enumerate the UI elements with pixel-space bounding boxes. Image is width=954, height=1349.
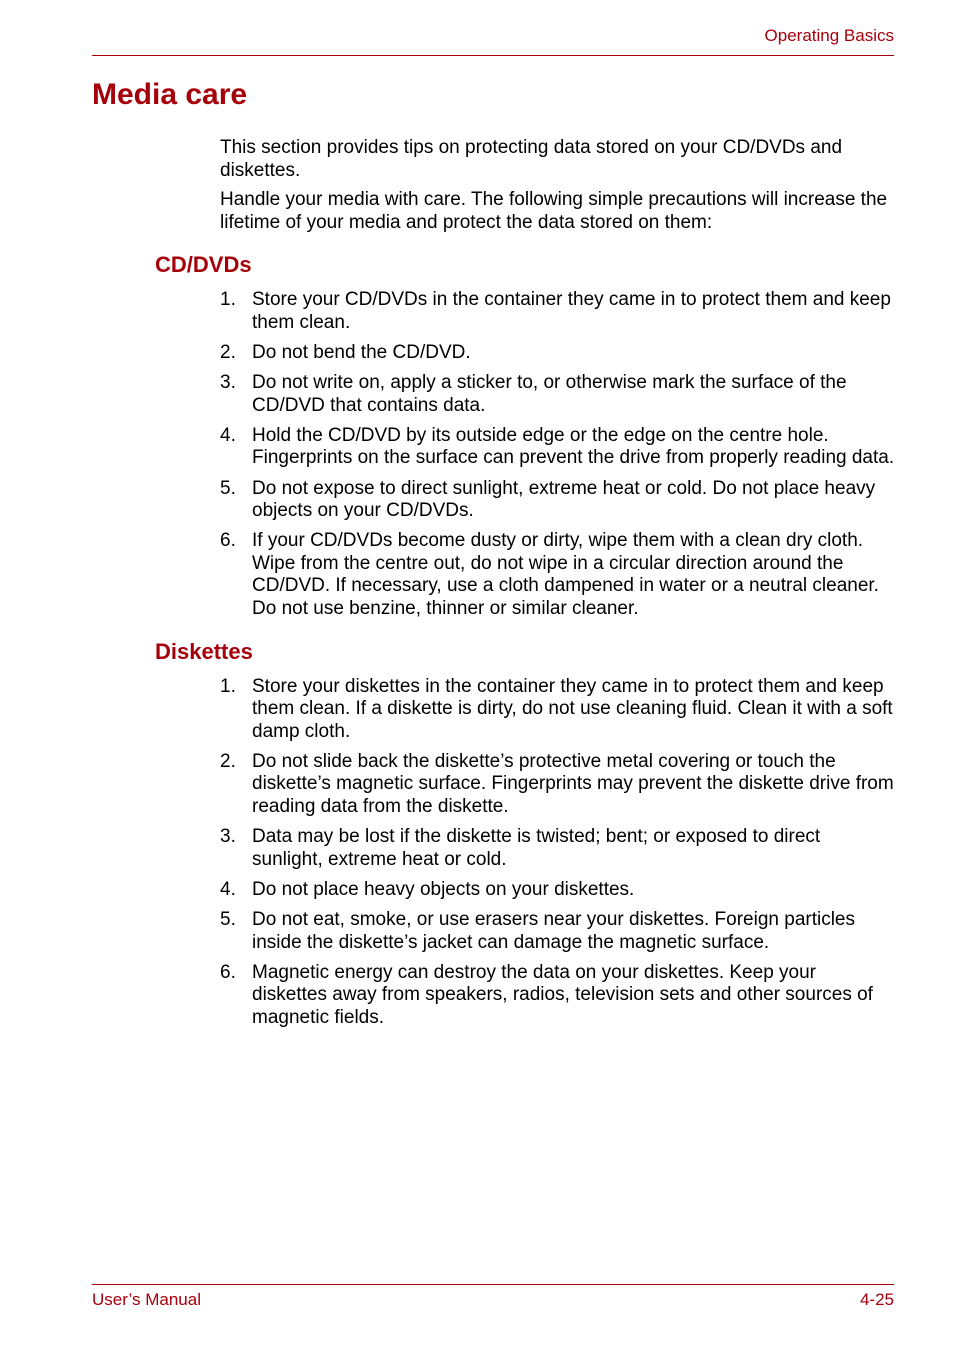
list-item — [220, 342, 896, 365]
page-title: Media care — [92, 78, 248, 111]
item-number: 2. — [220, 750, 236, 772]
list-item — [220, 962, 896, 1030]
item-text: Do not expose to direct sunlight, extreme heat or cold. Do not place heavy objects on your CD/DVDs. — [252, 477, 876, 522]
item-number: 4. — [220, 878, 236, 900]
intro-paragraph: This section provides tips on protecting data stored on your CD/DVDs and diskettes. — [220, 137, 843, 181]
item-number: 4. — [220, 424, 236, 446]
intro-paragraph: Handle your media with care. The following simple precautions will increase the lifetime of your media and protect the data stored on them: — [220, 189, 888, 233]
list-item — [220, 425, 896, 470]
item-number: 1. — [220, 675, 236, 697]
item-number: 5. — [220, 477, 236, 499]
item-number: 6. — [220, 530, 236, 552]
item-number: 5. — [220, 908, 236, 930]
item-number: 6. — [220, 961, 236, 983]
footer-manual-title: User’s Manual — [92, 1290, 201, 1309]
item-number: 1. — [220, 289, 236, 311]
footer-rule — [92, 1284, 894, 1285]
list-item — [220, 826, 896, 871]
item-number: 3. — [220, 372, 236, 394]
cd-dvd-list — [220, 289, 896, 620]
section-heading-diskettes: Diskettes — [155, 638, 253, 664]
section-heading-cd-dvds: CD/DVDs — [155, 252, 252, 278]
list-item — [220, 289, 896, 334]
item-number: 2. — [220, 342, 236, 364]
list-item — [220, 751, 896, 819]
list-item — [220, 530, 896, 620]
list-item — [220, 372, 896, 417]
item-text: Do not place heavy objects on your diskettes. — [252, 878, 635, 900]
item-text: Magnetic energy can destroy the data on your diskettes. Keep your diskettes away from speakers, radios, television sets and other sources of magnetic fields. — [252, 961, 873, 1028]
item-text: Do not eat, smoke, or use erasers near your diskettes. Foreign particles inside the diskette’s jacket can damage the magnetic surface. — [252, 908, 855, 953]
item-text: Do not bend the CD/DVD. — [252, 342, 471, 364]
list-item — [220, 909, 896, 954]
list-item — [220, 676, 896, 744]
item-text: Do not write on, apply a sticker to, or otherwise mark the surface of the CD/DVD that contains data. — [252, 372, 847, 416]
page-number: 4-25 — [859, 1290, 894, 1309]
header-rule — [92, 55, 894, 56]
item-text: Hold the CD/DVD by its outside edge or the edge on the centre hole. Fingerprints on the surface can prevent the drive from properly reading data. — [252, 424, 895, 469]
main-content — [155, 137, 896, 1037]
item-text: If your CD/DVDs become dusty or dirty, wipe them with a clean dry cloth. Wipe from the centre out, do not wipe in a circular direction around the CD/DVD. If necessary, use a cloth dampened in water or a neutral cleaner. Do not use benzine, thinner or similar cleaner. — [252, 530, 879, 619]
item-text: Store your diskettes in the container they came in to protect them and keep them clean. If a diskette is dirty, do not use cleaning fluid. Clean it with a soft damp cloth. — [252, 675, 893, 742]
list-item — [220, 478, 896, 523]
running-header: Operating Basics — [764, 26, 894, 45]
list-item — [220, 879, 896, 902]
diskette-list — [220, 676, 896, 1030]
item-text: Store your CD/DVDs in the container they came in to protect them and keep them clean. — [252, 289, 891, 333]
item-text: Data may be lost if the diskette is twisted; bent; or exposed to direct sunlight, extreme heat or cold. — [252, 826, 821, 870]
item-text: Do not slide back the diskette’s protective metal covering or touch the diskette’s magnetic surface. Fingerprints may prevent the diskette drive from reading data from the diskette. — [252, 750, 894, 818]
item-number: 3. — [220, 826, 236, 848]
